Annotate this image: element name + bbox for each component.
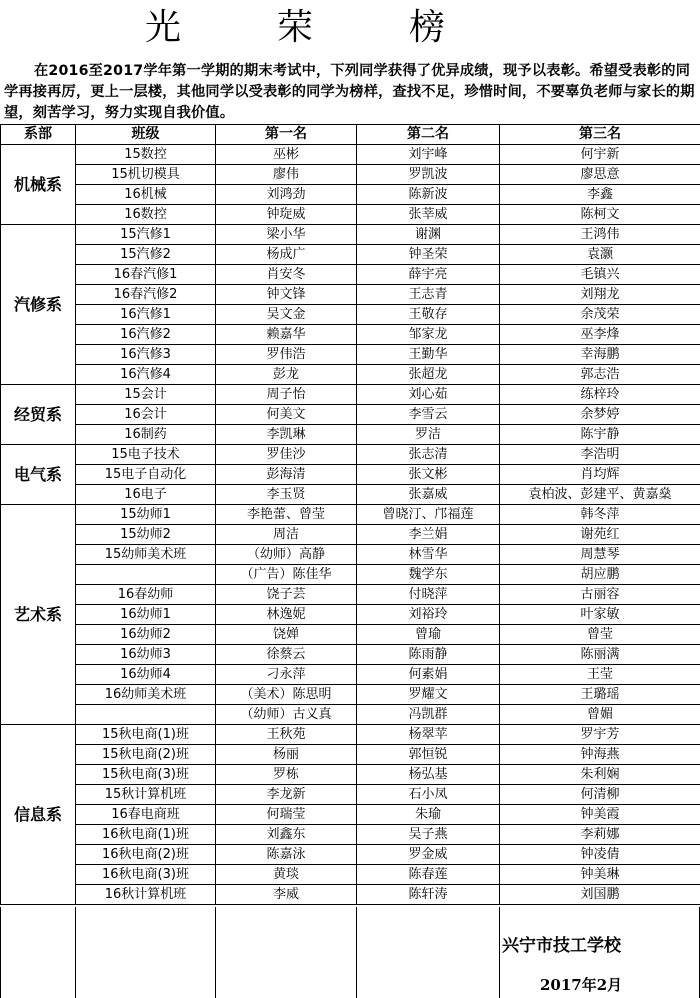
- table-row: [1, 305, 700, 325]
- class-cell: 16数控: [76, 205, 216, 225]
- table-row: [1, 865, 700, 885]
- table-row: [1, 225, 700, 245]
- first-place-cell: 王秋苑: [216, 725, 357, 745]
- first-place-cell: 罗伟浩: [216, 345, 357, 365]
- third-place-cell: 周慧琴: [500, 545, 700, 565]
- school-name: 兴宁市技工学校: [502, 936, 621, 956]
- class-cell: 16幼师1: [76, 605, 216, 625]
- first-place-cell: （幼师）古义真: [216, 705, 357, 725]
- second-place-cell: 钟圣荣: [357, 245, 500, 265]
- intro-paragraph: 在2016至2017学年第一学期的期末考试中，下列同学获得了优异成绩，现予以表彰。希望受表彰的同学再接再厉，更上一层楼，其他同学以受表彰的同学为榜样，查找不足，珍惜时间，不要辜负老师与家长的期望，刻苦学习，努力实现自我价值。: [4, 63, 695, 121]
- first-place-cell: 罗栋: [216, 765, 357, 785]
- class-cell: 15秋电商(1)班: [76, 725, 216, 745]
- first-place-cell: （美术）陈思明: [216, 685, 357, 705]
- third-place-cell: 胡应鹏: [500, 565, 700, 585]
- third-place-cell: 曾媚: [500, 705, 700, 725]
- class-cell: 15会计: [76, 385, 216, 405]
- table-row: [1, 625, 700, 645]
- second-place-cell: 张超龙: [357, 365, 500, 385]
- class-cell: 16制药: [76, 425, 216, 445]
- class-cell: 16汽修4: [76, 365, 216, 385]
- third-place-cell: 陈柯文: [500, 205, 700, 225]
- first-place-cell: 廖伟: [216, 165, 357, 185]
- class-cell: [76, 705, 216, 725]
- table-row: [1, 265, 700, 285]
- second-place-cell: 张文彬: [357, 465, 500, 485]
- third-place-cell: 古丽容: [500, 585, 700, 605]
- first-place-cell: 李龙新: [216, 785, 357, 805]
- class-cell: 16幼师2: [76, 625, 216, 645]
- third-place-cell: 陈丽满: [500, 645, 700, 665]
- second-place-cell: 朱瑜: [357, 805, 500, 825]
- second-place-cell: 石小凤: [357, 785, 500, 805]
- first-place-cell: 何瑞莹: [216, 805, 357, 825]
- third-place-cell: 袁灏: [500, 245, 700, 265]
- second-place-cell: 罗洁: [357, 425, 500, 445]
- first-place-cell: 林逸妮: [216, 605, 357, 625]
- first-place-cell: 何美文: [216, 405, 357, 425]
- third-place-cell: 余梦婷: [500, 405, 700, 425]
- second-place-cell: 杨翠苹: [357, 725, 500, 745]
- table-row: [1, 845, 700, 865]
- second-place-cell: 魏学东: [357, 565, 500, 585]
- third-place-cell: 王鸿伟: [500, 225, 700, 245]
- table-row: [1, 185, 700, 205]
- second-place-cell: 曾晓汀、邝福莲: [357, 505, 500, 525]
- second-place-cell: 陈轩涛: [357, 885, 500, 905]
- department-cell: 电气系: [1, 445, 76, 505]
- second-place-cell: 付晓萍: [357, 585, 500, 605]
- class-cell: 16秋电商(3)班: [76, 865, 216, 885]
- first-place-cell: 杨成广: [216, 245, 357, 265]
- third-place-cell: 曾莹: [500, 625, 700, 645]
- table-row: [1, 165, 700, 185]
- third-place-cell: 何清柳: [500, 785, 700, 805]
- class-cell: 16幼师美术班: [76, 685, 216, 705]
- second-place-cell: 张莘威: [357, 205, 500, 225]
- third-place-cell: 毛镇兴: [500, 265, 700, 285]
- class-cell: 15电子自动化: [76, 465, 216, 485]
- first-place-cell: （广告）陈佳华: [216, 565, 357, 585]
- class-cell: 15幼师2: [76, 525, 216, 545]
- second-place-cell: 罗凯波: [357, 165, 500, 185]
- first-place-cell: 吴文金: [216, 305, 357, 325]
- third-place-cell: 钟海燕: [500, 745, 700, 765]
- table-body: [1, 145, 700, 905]
- third-place-cell: 钟美霞: [500, 805, 700, 825]
- table-row: [1, 565, 700, 585]
- third-place-cell: 李鑫: [500, 185, 700, 205]
- first-place-cell: 李威: [216, 885, 357, 905]
- first-place-cell: 李玉贤: [216, 485, 357, 505]
- department-cell: 艺术系: [1, 505, 76, 725]
- first-place-cell: 钟琁威: [216, 205, 357, 225]
- table-row: [1, 725, 700, 745]
- third-place-cell: 袁柏波、彭建平、黄嘉燊: [500, 485, 700, 505]
- table-row: [1, 245, 700, 265]
- third-place-cell: 余茂荣: [500, 305, 700, 325]
- first-place-cell: 饶婵: [216, 625, 357, 645]
- second-place-cell: 张志清: [357, 445, 500, 465]
- third-place-cell: 李莉娜: [500, 825, 700, 845]
- second-place-cell: 王勤华: [357, 345, 500, 365]
- second-place-cell: 冯凯群: [357, 705, 500, 725]
- second-place-cell: 王敬存: [357, 305, 500, 325]
- third-place-cell: 幸海鹏: [500, 345, 700, 365]
- department-cell: 机械系: [1, 145, 76, 225]
- first-place-cell: 彭海清: [216, 465, 357, 485]
- department-cell: 信息系: [1, 725, 76, 905]
- table-row: [1, 745, 700, 765]
- first-place-cell: 罗佳沙: [216, 445, 357, 465]
- class-cell: 15幼师美术班: [76, 545, 216, 565]
- class-cell: 16秋电商(2)班: [76, 845, 216, 865]
- class-cell: 15幼师1: [76, 505, 216, 525]
- page-title: 光 荣 榜: [144, 7, 475, 48]
- class-cell: 15数控: [76, 145, 216, 165]
- second-place-cell: 刘宇峰: [357, 145, 500, 165]
- class-cell: 16秋计算机班: [76, 885, 216, 905]
- first-place-cell: 刘鑫东: [216, 825, 357, 845]
- first-place-cell: 赖嘉华: [216, 325, 357, 345]
- table-row: [1, 685, 700, 705]
- third-place-cell: 廖思意: [500, 165, 700, 185]
- second-place-cell: 曾瑜: [357, 625, 500, 645]
- first-place-cell: 周洁: [216, 525, 357, 545]
- second-place-cell: 杨弘基: [357, 765, 500, 785]
- second-place-cell: 陈雨静: [357, 645, 500, 665]
- header-dept: 系部: [1, 125, 76, 145]
- table-row: [1, 645, 700, 665]
- class-cell: 16汽修1: [76, 305, 216, 325]
- table-row: [1, 365, 700, 385]
- table-row: [1, 805, 700, 825]
- second-place-cell: 张嘉威: [357, 485, 500, 505]
- class-cell: 15汽修1: [76, 225, 216, 245]
- table-row: [1, 465, 700, 485]
- third-place-cell: 肖均辉: [500, 465, 700, 485]
- class-cell: 16春幼师: [76, 585, 216, 605]
- third-place-cell: 何宇新: [500, 145, 700, 165]
- third-place-cell: 陈宇静: [500, 425, 700, 445]
- first-place-cell: 巫彬: [216, 145, 357, 165]
- first-place-cell: 李凯琳: [216, 425, 357, 445]
- department-cell: 经贸系: [1, 385, 76, 445]
- first-place-cell: 李艳蕾、曾莹: [216, 505, 357, 525]
- class-cell: 15秋电商(3)班: [76, 765, 216, 785]
- third-place-cell: 刘国鹏: [500, 885, 700, 905]
- third-place-cell: 罗宇芳: [500, 725, 700, 745]
- second-place-cell: 李雪云: [357, 405, 500, 425]
- third-place-cell: 李浩明: [500, 445, 700, 465]
- second-place-cell: 罗耀文: [357, 685, 500, 705]
- table-row: [1, 665, 700, 685]
- table-row: [1, 585, 700, 605]
- third-place-cell: 练梓玲: [500, 385, 700, 405]
- first-place-cell: 杨丽: [216, 745, 357, 765]
- second-place-cell: 郭恒锐: [357, 745, 500, 765]
- class-cell: 15机切模具: [76, 165, 216, 185]
- class-cell: [76, 565, 216, 585]
- class-cell: 16春电商班: [76, 805, 216, 825]
- class-cell: 16电子: [76, 485, 216, 505]
- first-place-cell: 黄琰: [216, 865, 357, 885]
- department-cell: 汽修系: [1, 225, 76, 385]
- issue-date: 2017年2月: [540, 976, 623, 994]
- second-place-cell: 王志青: [357, 285, 500, 305]
- table-row: [1, 525, 700, 545]
- first-place-cell: 刁永萍: [216, 665, 357, 685]
- second-place-cell: 刘裕玲: [357, 605, 500, 625]
- first-place-cell: 徐蔡云: [216, 645, 357, 665]
- third-place-cell: 叶家敏: [500, 605, 700, 625]
- second-place-cell: 罗金威: [357, 845, 500, 865]
- class-cell: 16春汽修1: [76, 265, 216, 285]
- second-place-cell: 陈春莲: [357, 865, 500, 885]
- second-place-cell: 陈新波: [357, 185, 500, 205]
- first-place-cell: 陈嘉泳: [216, 845, 357, 865]
- table-row: [1, 765, 700, 785]
- third-place-cell: 谢苑红: [500, 525, 700, 545]
- third-place-cell: 韩冬萍: [500, 505, 700, 525]
- table-header-row: [1, 125, 700, 145]
- second-place-cell: 吴子燕: [357, 825, 500, 845]
- table-row: [1, 785, 700, 805]
- table-row: [1, 485, 700, 505]
- first-place-cell: （幼师）高静: [216, 545, 357, 565]
- table-row: [1, 705, 700, 725]
- third-place-cell: 郭志浩: [500, 365, 700, 385]
- class-cell: 15汽修2: [76, 245, 216, 265]
- second-place-cell: 刘心茹: [357, 385, 500, 405]
- third-place-cell: 钟凌倩: [500, 845, 700, 865]
- second-place-cell: 林雪华: [357, 545, 500, 565]
- class-cell: 16机械: [76, 185, 216, 205]
- table-row: [1, 345, 700, 365]
- table-row: [1, 505, 700, 525]
- class-cell: 16秋电商(1)班: [76, 825, 216, 845]
- second-place-cell: 邹家龙: [357, 325, 500, 345]
- third-place-cell: 巫李烽: [500, 325, 700, 345]
- table-row: [1, 405, 700, 425]
- table-row: [1, 145, 700, 165]
- first-place-cell: 刘鸿劲: [216, 185, 357, 205]
- table-row: [1, 825, 700, 845]
- class-cell: 16汽修3: [76, 345, 216, 365]
- table-row: [1, 425, 700, 445]
- second-place-cell: 李兰娟: [357, 525, 500, 545]
- second-place-cell: 薛宇亮: [357, 265, 500, 285]
- table-row: [1, 385, 700, 405]
- first-place-cell: 饶子芸: [216, 585, 357, 605]
- class-cell: 16春汽修2: [76, 285, 216, 305]
- class-cell: 15电子技术: [76, 445, 216, 465]
- third-place-cell: 王璐瑶: [500, 685, 700, 705]
- class-cell: 16幼师3: [76, 645, 216, 665]
- class-cell: 15秋计算机班: [76, 785, 216, 805]
- class-cell: 16幼师4: [76, 665, 216, 685]
- table-row: [1, 605, 700, 625]
- header-class: 班级: [76, 125, 216, 145]
- table-row: [1, 445, 700, 465]
- header-third: 第三名: [500, 125, 700, 145]
- first-place-cell: 彭龙: [216, 365, 357, 385]
- third-place-cell: 王莹: [500, 665, 700, 685]
- table-row: [1, 885, 700, 905]
- first-place-cell: 梁小华: [216, 225, 357, 245]
- class-cell: 15秋电商(2)班: [76, 745, 216, 765]
- class-cell: 16会计: [76, 405, 216, 425]
- third-place-cell: 朱利娴: [500, 765, 700, 785]
- third-place-cell: 刘翔龙: [500, 285, 700, 305]
- table-row: [1, 545, 700, 565]
- second-place-cell: 谢渊: [357, 225, 500, 245]
- first-place-cell: 肖安冬: [216, 265, 357, 285]
- first-place-cell: 周子怡: [216, 385, 357, 405]
- header-second: 第二名: [357, 125, 500, 145]
- first-place-cell: 钟文锋: [216, 285, 357, 305]
- third-place-cell: 钟美琳: [500, 865, 700, 885]
- class-cell: 16汽修2: [76, 325, 216, 345]
- honor-roll-table: [0, 124, 700, 905]
- table-row: [1, 285, 700, 305]
- second-place-cell: 何素娟: [357, 665, 500, 685]
- header-first: 第一名: [216, 125, 357, 145]
- table-row: [1, 205, 700, 225]
- table-row: [1, 325, 700, 345]
